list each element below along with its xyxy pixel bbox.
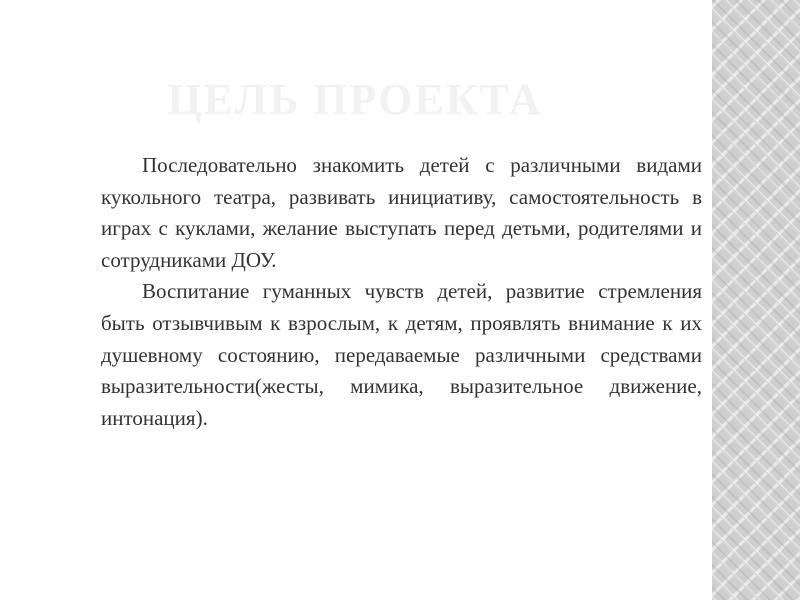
slide-body bbox=[101, 150, 702, 434]
slide-title bbox=[0, 74, 712, 126]
slide-title-text: ЦЕЛЬ ПРОЕКТА bbox=[167, 75, 543, 124]
decorative-side-band bbox=[712, 0, 800, 600]
paragraph-upbringing: Воспитание гуманных чувств детей, развитие стремления быть отзывчивым к взрослым, к детям, проявлять внимание к их душевному состоянию, передаваемые различными средствами выразительности(жесты, мимика, выразительное движение, интонация). bbox=[101, 279, 702, 430]
paragraph-goal: Последовательно знакомить детей с различными видами кукольного театра, развивать инициативу, самостоятельность в играх с куклами, желание выступать перед детьми, родителями и сотрудниками ДОУ. bbox=[101, 153, 702, 272]
